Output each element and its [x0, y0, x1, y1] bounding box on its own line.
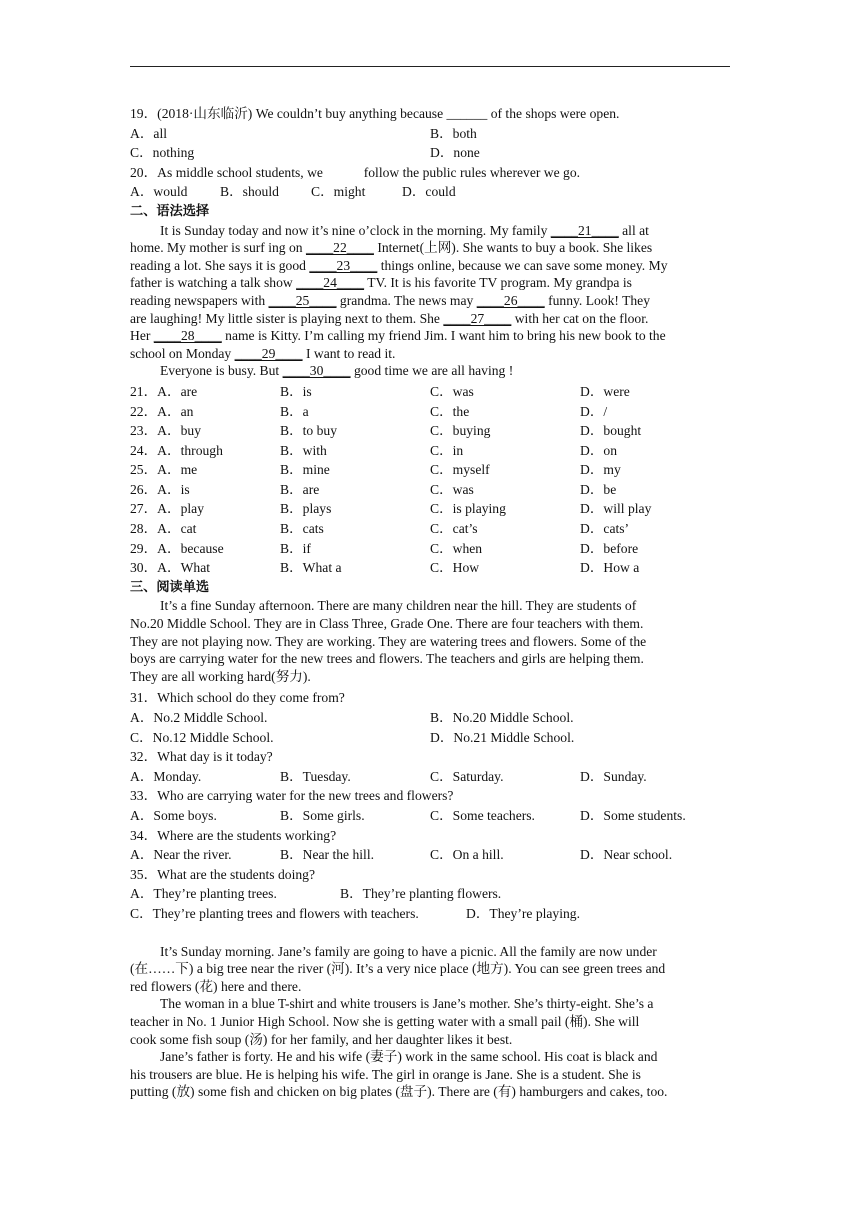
option: B．a: [280, 403, 309, 419]
option: D．/: [580, 403, 608, 419]
option: B．Tuesday.: [280, 768, 351, 784]
question-31: 31．Which school do they come from?: [130, 690, 345, 706]
option: D．before: [580, 540, 639, 556]
option: D．none: [430, 145, 480, 161]
option: A．No.2 Middle School.: [130, 710, 268, 725]
option: 29．A．because: [130, 540, 224, 556]
option: D．Near school.: [580, 847, 673, 863]
option: A．would: [130, 184, 188, 200]
option: A．Some boys.: [130, 807, 217, 823]
option: C．was: [430, 383, 474, 399]
question-32-options: [130, 767, 730, 787]
option: 21．A．are: [130, 383, 198, 399]
passage-line: teacher in No. 1 Junior High School. Now she is getting water with a small pail (桶). She will: [130, 1013, 640, 1029]
option: B．are: [280, 481, 320, 497]
blank-23: ____23____: [309, 257, 378, 273]
option: 25．A．me: [130, 462, 198, 478]
blank-26: ____26____: [476, 292, 545, 308]
question-31-options: [130, 708, 730, 747]
option: D．Some students.: [580, 807, 686, 823]
option: A．Monday.: [130, 768, 202, 784]
option: D．on: [580, 442, 618, 458]
option: B．cats: [280, 521, 324, 537]
option: C．No.12 Middle School.: [130, 729, 274, 745]
page-content: [130, 104, 730, 1101]
option: B．if: [280, 540, 311, 556]
option: D．my: [580, 462, 621, 478]
option: B．What a: [280, 560, 342, 576]
option: D．How a: [580, 560, 640, 576]
passage-line: (在……下) a big tree near the river (河). It’s a very nice place (地方). You can see green trees and: [130, 961, 666, 977]
section-heading-reading: 三、阅读单选: [130, 579, 210, 595]
option: C．Some teachers.: [430, 807, 535, 823]
option: B．They’re planting flowers.: [340, 886, 502, 902]
passage-line: school on Monday ____29____ I want to read it.: [130, 345, 396, 361]
option: C．was: [430, 481, 474, 497]
question-20-options: [130, 182, 730, 202]
reading-passage-2: [130, 943, 730, 1101]
option: B．Some girls.: [280, 807, 365, 823]
option: 24．A．through: [130, 442, 223, 458]
passage-line: Everyone is busy. But ____30____ good time we are all having !: [160, 363, 514, 379]
option: C．How: [430, 560, 480, 576]
option: B．to buy: [280, 423, 338, 439]
blank-25: ____25____: [268, 292, 337, 308]
passage-line: reading newspapers with ____25____ grandma. The news may ____26____ funny. Look! They: [130, 292, 651, 308]
option: C．is playing: [430, 501, 506, 517]
option: B．should: [220, 184, 279, 200]
passage-line: reading a lot. She says it is good ____23____ things online, because we can save some money. My: [130, 257, 668, 273]
question-35-options-row-2: [130, 904, 730, 924]
option: C．myself: [430, 462, 490, 478]
question-32: 32．What day is it today?: [130, 749, 273, 765]
cloze-passage: [130, 222, 730, 380]
option: B．is: [280, 383, 312, 399]
option: D．were: [580, 383, 630, 399]
passage-line: Jane’s father is forty. He and his wife (妻子) work in the same school. His coat is black and: [160, 1049, 658, 1065]
passage-line: It’s a fine Sunday afternoon. There are many children near the hill. They are students of: [160, 598, 637, 614]
blank-27: ____27____: [443, 310, 512, 326]
passage-line: his trousers are blue. He is helping his wife. The girl in orange is Jane. She is a student. She is: [130, 1066, 641, 1082]
blank-30: ____30____: [282, 363, 351, 379]
option: C．nothing: [130, 145, 195, 161]
passage-line: They are not playing now. They are working. They are watering trees and flowers. Some of the: [130, 633, 647, 649]
passage-line: red flowers (花) here and there.: [130, 978, 302, 994]
question-35: 35．What are the students doing?: [130, 866, 315, 882]
passage-line: home. My mother is surf ing on ____22____ Internet(上网). She wants to buy a book. She likes: [130, 240, 653, 256]
option: D．be: [580, 481, 617, 497]
passage-line: boys are carrying water for the new trees and flowers. The teachers and girls are helping them.: [130, 651, 644, 667]
passage-line: Her ____28____ name is Kitty. I’m calling my friend Jim. I want him to bring his new book to the: [130, 328, 666, 344]
option: 22．A．an: [130, 403, 194, 419]
option: C．in: [430, 442, 464, 458]
passage-line: father is watching a talk show ____24____ TV. It is his favorite TV program. My grandpa is: [130, 275, 632, 291]
option: D．cats’: [580, 521, 630, 537]
question-34: 34．Where are the students working?: [130, 827, 337, 843]
question-34-options: [130, 845, 730, 865]
section-heading-grammar: 二、语法选择: [130, 203, 210, 219]
option: B．plays: [280, 501, 332, 517]
passage-line: It’s Sunday morning. Jane’s family are going to have a picnic. All the family are now under: [160, 943, 657, 959]
reading-passage-1: [130, 597, 730, 685]
option: C．the: [430, 403, 470, 419]
option: D．They’re playing.: [466, 905, 581, 921]
option: A．all: [130, 125, 167, 141]
passage-line: are laughing! My little sister is playing next to them. She ____27____ with her cat on the floor.: [130, 310, 649, 326]
option: 28．A．cat: [130, 521, 197, 537]
option: D．Sunday.: [580, 768, 647, 784]
option: 23．A．buy: [130, 423, 201, 439]
passage-line: No.20 Middle School. They are in Class Three, Grade One. There are four teachers with them.: [130, 616, 644, 632]
question-33: 33．Who are carrying water for the new trees and flowers?: [130, 788, 454, 804]
question-19: 19．(2018·山东临沂) We couldn’t buy anything because ______ of the shops were open.: [130, 106, 620, 121]
option: D．could: [402, 184, 456, 200]
option: C．cat’s: [430, 521, 478, 537]
blank-22: ____22____: [305, 240, 374, 256]
option: C．On a hill.: [430, 847, 504, 863]
option: 27．A．play: [130, 501, 205, 517]
option: D．will play: [580, 501, 652, 517]
blank-28: ____28____: [153, 328, 222, 344]
question-35-options-row-1: [130, 884, 730, 904]
option: A．They’re planting trees.: [130, 886, 277, 902]
passage-line: It is Sunday today and now it’s nine o’clock in the morning. My family ____21____ all at: [160, 222, 649, 238]
option: A．Near the river.: [130, 847, 232, 863]
question-20: 20．As middle school students, we follow the public rules wherever we go.: [130, 164, 581, 180]
cloze-options: [130, 382, 730, 578]
option: C．buying: [430, 423, 491, 439]
passage-line: putting (放) some fish and chicken on big plates (盘子). There are (有) hamburgers and cakes, too.: [130, 1084, 668, 1100]
option: 26．A．is: [130, 481, 190, 497]
blank-24: ____24____: [296, 275, 365, 291]
option: B．Near the hill.: [280, 847, 375, 863]
blank-29: ____29____: [234, 345, 303, 361]
blank-21: ____21____: [550, 222, 619, 238]
option: C．when: [430, 540, 483, 556]
question-19-options: [130, 124, 730, 163]
passage-line: The woman in a blue T-shirt and white trousers is Jane’s mother. She’s thirty-eight. She’s a: [160, 996, 654, 1012]
option: D．bought: [580, 423, 642, 439]
option: B．No.20 Middle School.: [430, 710, 574, 725]
option: D．No.21 Middle School.: [430, 729, 575, 745]
option: B．both: [430, 125, 477, 141]
passage-line: They are all working hard(努力).: [130, 668, 311, 684]
option: B．mine: [280, 462, 330, 478]
header-rule: [130, 66, 730, 67]
option: C．Saturday.: [430, 768, 504, 784]
option: 30．A．What: [130, 560, 211, 576]
option: C．might: [311, 184, 366, 200]
passage-line: cook some fish soup (汤) for her family, and her daughter likes it best.: [130, 1031, 513, 1047]
option: C．They’re planting trees and flowers with teachers.: [130, 905, 419, 921]
question-33-options: [130, 806, 730, 826]
option: B．with: [280, 442, 327, 458]
